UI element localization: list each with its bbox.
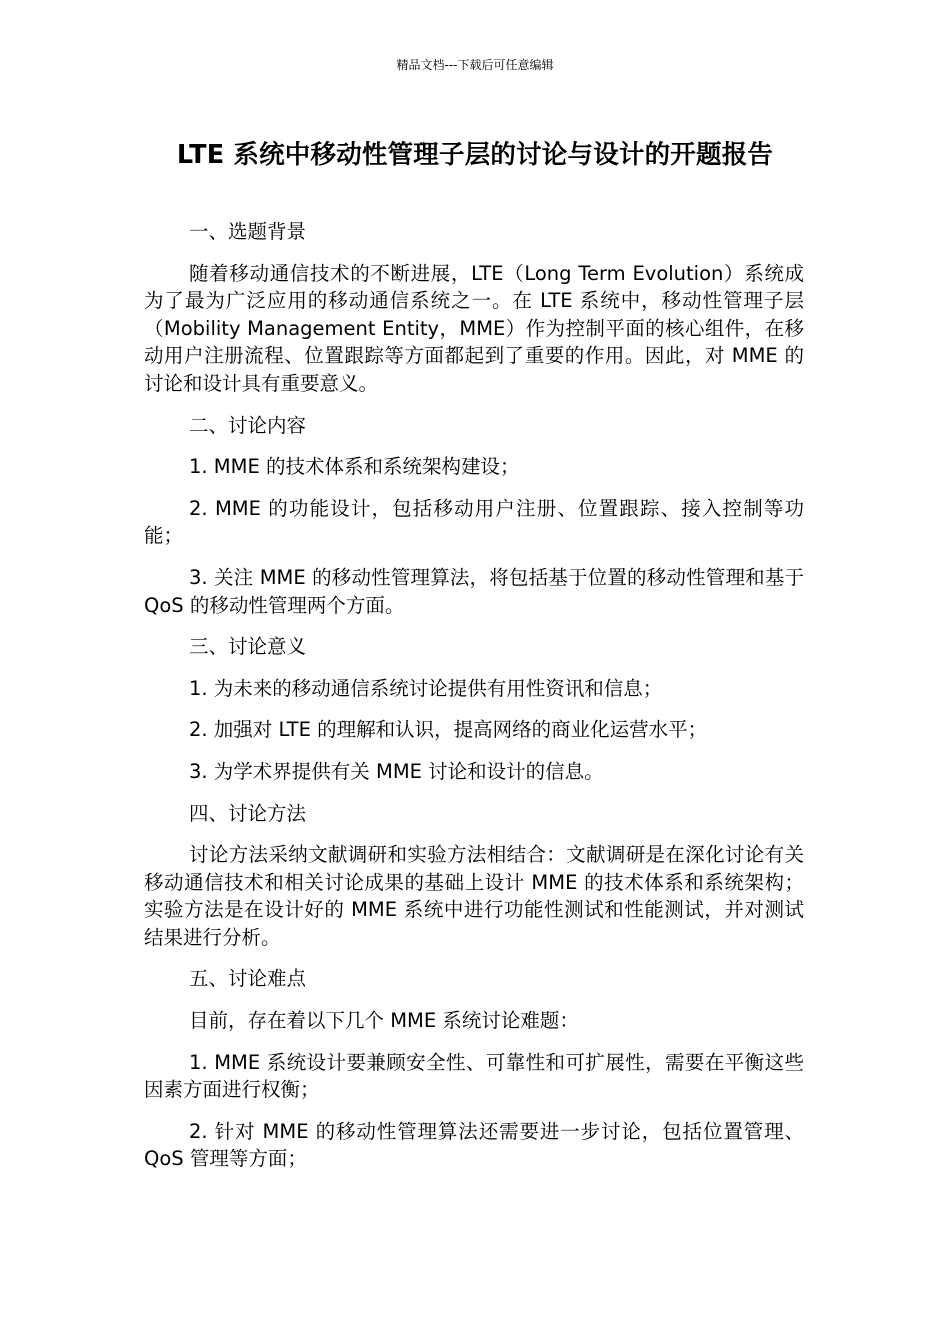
document-title: LTE 系统中移动性管理子层的讨论与设计的开题报告: [176, 140, 774, 170]
section-heading-method: 四、讨论方法: [189, 801, 307, 825]
list-item: 2. 加强对 LTE 的理解和认识，提高网络的商业化运营水平；: [189, 718, 708, 742]
paragraph-background: 随着移动通信技术的不断进展，LTE（Long Term Evolution）系统成为了最为广泛应用的移动通信系统之一。在 LTE 系统中，移动性管理子层（Mobility Management Entity，MME）作为控制平面的核心组件，在移动用户注册流程、位置跟踪等方面都起到了重要的作用。因此，对 MME 的讨论和设计具有重要意义。: [144, 261, 804, 395]
list-item: 3. 关注 MME 的移动性管理算法，将包括基于位置的移动性管理和基于 QoS 的移动性管理两个方面。: [144, 565, 804, 617]
paragraph-difficulties-intro: 目前，存在着以下几个 MME 系统讨论难题：: [189, 1009, 579, 1033]
list-item: 1. MME 的技术体系和系统架构建设；: [189, 455, 520, 479]
list-item: 3. 为学术界提供有关 MME 讨论和设计的信息。: [189, 759, 604, 783]
list-item: 2. 针对 MME 的移动性管理算法还需要进一步讨论，包括位置管理、QoS 管理等方面；: [144, 1119, 804, 1171]
section-heading-significance: 三、讨论意义: [189, 635, 307, 659]
section-heading-content: 二、讨论内容: [189, 413, 307, 437]
page-header: 精品文档---下载后可任意编辑: [396, 58, 554, 72]
list-item: 1. 为未来的移动通信系统讨论提供有用性资讯和信息；: [189, 676, 663, 700]
paragraph-method: 讨论方法采纳文献调研和实验方法相结合：文献调研是在深化讨论有关移动通信技术和相关讨论成果的基础上设计 MME 的技术体系和系统架构；实验方法是在设计好的 MME 系统中进行功能性测试和性能测试，并对测试结果进行分析。: [144, 843, 804, 949]
section-heading-background: 一、选题背景: [189, 220, 307, 243]
list-item: 1. MME 系统设计要兼顾安全性、可靠性和可扩展性，需要在平衡这些因素方面进行权衡；: [144, 1050, 804, 1102]
document-body: [144, 218, 804, 1187]
section-heading-difficulties: 五、讨论难点: [189, 967, 307, 991]
list-item: 2. MME 的功能设计，包括移动用户注册、位置跟踪、接入控制等功能；: [144, 496, 804, 548]
